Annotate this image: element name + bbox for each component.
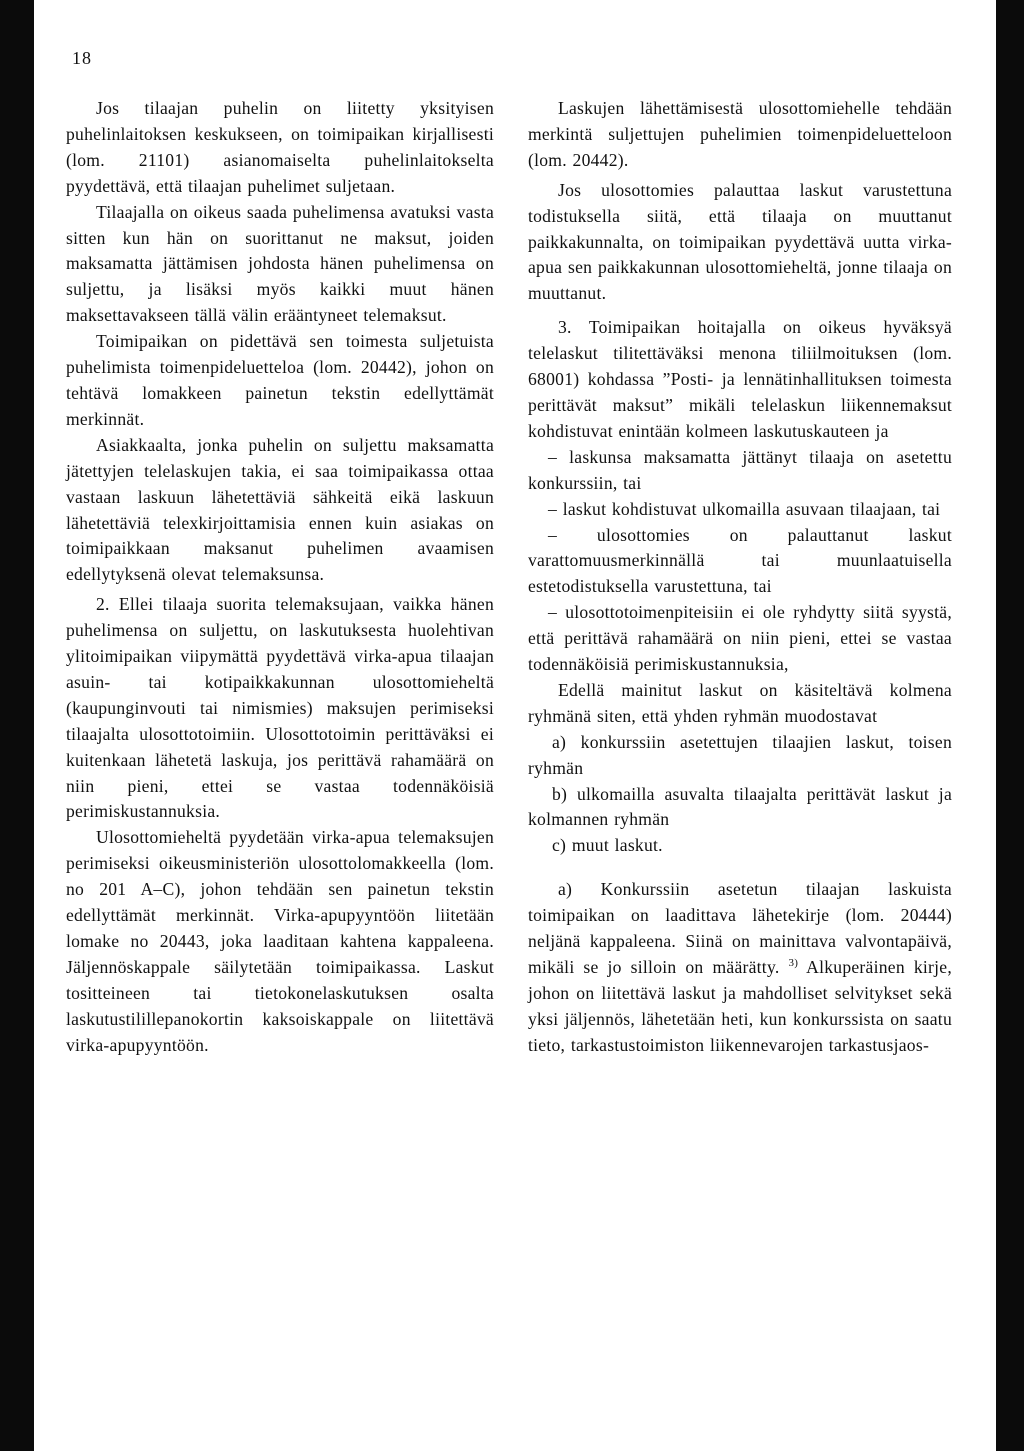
- list-item: a) konkurssiin asetettujen tilaajien laskut, toisen ryhmän: [528, 731, 952, 778]
- paragraph: Laskujen lähettämisestä ulosottomiehelle tehdään merkintä suljettujen puhelimien toimenpideluetteloon (lom. 20442).: [528, 98, 952, 170]
- scan-border-left: [0, 0, 34, 1451]
- right-column: [528, 96, 952, 1059]
- dash-item: – laskunsa maksamatta jättänyt tilaaja on asetettu konkurssiin, tai: [528, 446, 952, 493]
- list-item: b) ulkomailla asuvalta tilaajalta perittävät laskut ja kolmannen ryhmän: [528, 783, 952, 830]
- paragraph: [528, 877, 952, 1058]
- paragraph: Jos tilaajan puhelin on liitetty yksityisen puhelinlaitoksen keskukseen, on toimipaikan kirjallisesti (lom. 21101) asianomaiselta puhelinlaitokselta pyydettävä, että tilaajan puhelimet suljetaan.: [66, 98, 494, 196]
- dash-item: – ulosottotoimenpiteisiin ei ole ryhdytty siitä syystä, että perittävä rahamäärä on niin pieni, ettei se vastaa todennäköisiä perimiskustannuksia,: [528, 602, 952, 675]
- dash-item: – laskut kohdistuvat ulkomailla asuvaan tilaajaan, tai: [548, 498, 941, 519]
- paragraph-text: Alkuperäinen kirje, johon on liitettävä laskut ja mahdolliset selvitykset sekä yksi jäljennös, lähetetään heti, kun konkurssista on saatu tieto, tarkastustoimiston liikennevarojen tarkastusjaos-: [528, 957, 952, 1055]
- left-column: [66, 96, 494, 1059]
- scan-border-right: [994, 0, 1024, 1451]
- paragraph: Ulosottomieheltä pyydetään virka-apua telemaksujen perimiseksi oikeusministeriön ulosottolomakkeella (lom. no 201 A–C), johon tehdään sen painetun tekstin edellyttämät merkinnät. Virka-apupyyntöön liitetään lomake no 20443, joka laaditaan kahtena kappaleena. Jäljennöskappale säilytetään toimipaikassa. Laskut tositteineen tai tietokonelaskutuksen osalta laskutustilillepanokortin kaksoiskappale on liitettävä virka-apupyyntöön.: [66, 827, 494, 1055]
- page-number: 18: [72, 48, 92, 68]
- paragraph: Tilaajalla on oikeus saada puhelimensa avatuksi vasta sitten kun hän on suorittanut ne maksut, joiden maksamatta jättämisen johdosta hänen puhelimensa on suljettu, ja lisäksi myös kaikki muut hänen maksettavakseen tällä välin erääntyneet telemaksut.: [66, 201, 494, 326]
- paragraph: 3. Toimipaikan hoitajalla on oikeus hyväksyä telelaskut tilitettäväksi menona tiliilmoituksen (lom. 68001) kohdassa ”Posti- ja lennätinhallituksen toimesta perittävät maksut” mikäli telelaskun liikennemaksut kohdistuvat enintään kolmeen laskutuskauteen ja: [528, 317, 952, 441]
- paragraph: Jos ulosottomies palauttaa laskut varustettuna todistuksella siitä, että tilaaja on muuttanut paikkakunnalta, on toimipaikan pyydettävä uutta virka-apua sen paikkakunnan ulosottomieheltä, jonne tilaaja on muuttanut.: [528, 179, 952, 304]
- list-item: c) muut laskut.: [552, 835, 663, 856]
- paragraph-text: a) Konkurssiin asetetun tilaajan laskuista toimipaikan on laadittava lähetekirje (lom. 20444) neljänä kappaleena. Siinä on mainittava valvontapäivä, mikäli se jo silloin on määrätty.: [528, 879, 952, 977]
- scan-border-gap: [992, 0, 996, 1451]
- paragraph: 2. Ellei tilaaja suorita telemaksujaan, vaikka hänen puhelimensa on suljettu, on laskutuksesta huolehtivan ylitoimipaikan viipymättä pyydettävä virka-apua tilaajan asuin- tai kotipaikkakunnan ulosottomieheltä (kaupunginvouti tai nimismies) maksujen perimiseksi tilaajalta ulosottotoimiin. Ulosottotoimin perittäväksi ei kuitenkaan lähetetä laskuja, jos perittävä rahamäärä on niin pieni, ettei se vastaa todennäköisiä perimiskustannuksia.: [66, 594, 494, 822]
- dash-item: – ulosottomies on palauttanut laskut varattomuusmerkinnällä tai muunlaatuisella estetodistuksella varustettuna, tai: [528, 524, 952, 597]
- paragraph: Asiakkaalta, jonka puhelin on suljettu maksamatta jätettyjen telelaskujen takia, ei saa toimipaikassa ottaa vastaan laskuun lähetettäviä sähkeitä eikä laskuun lähetettäviä telexkirjoittamisia ennen kuin asiakas on toimipaikkaan maksanut puhelimen avaamisen edellytyksenä olevat telemaksunsa.: [66, 434, 494, 585]
- paragraph: Toimipaikan on pidettävä sen toimesta suljetuista puhelimista toimenpideluetteloa (lom. 20442), johon on tehtävä lomakkeen painetun tekstin edellyttämät merkinnät.: [66, 331, 494, 429]
- paragraph: Edellä mainitut laskut on käsiteltävä kolmena ryhmänä siten, että yhden ryhmän muodostavat: [528, 679, 952, 726]
- footnote-marker: 3): [788, 957, 799, 969]
